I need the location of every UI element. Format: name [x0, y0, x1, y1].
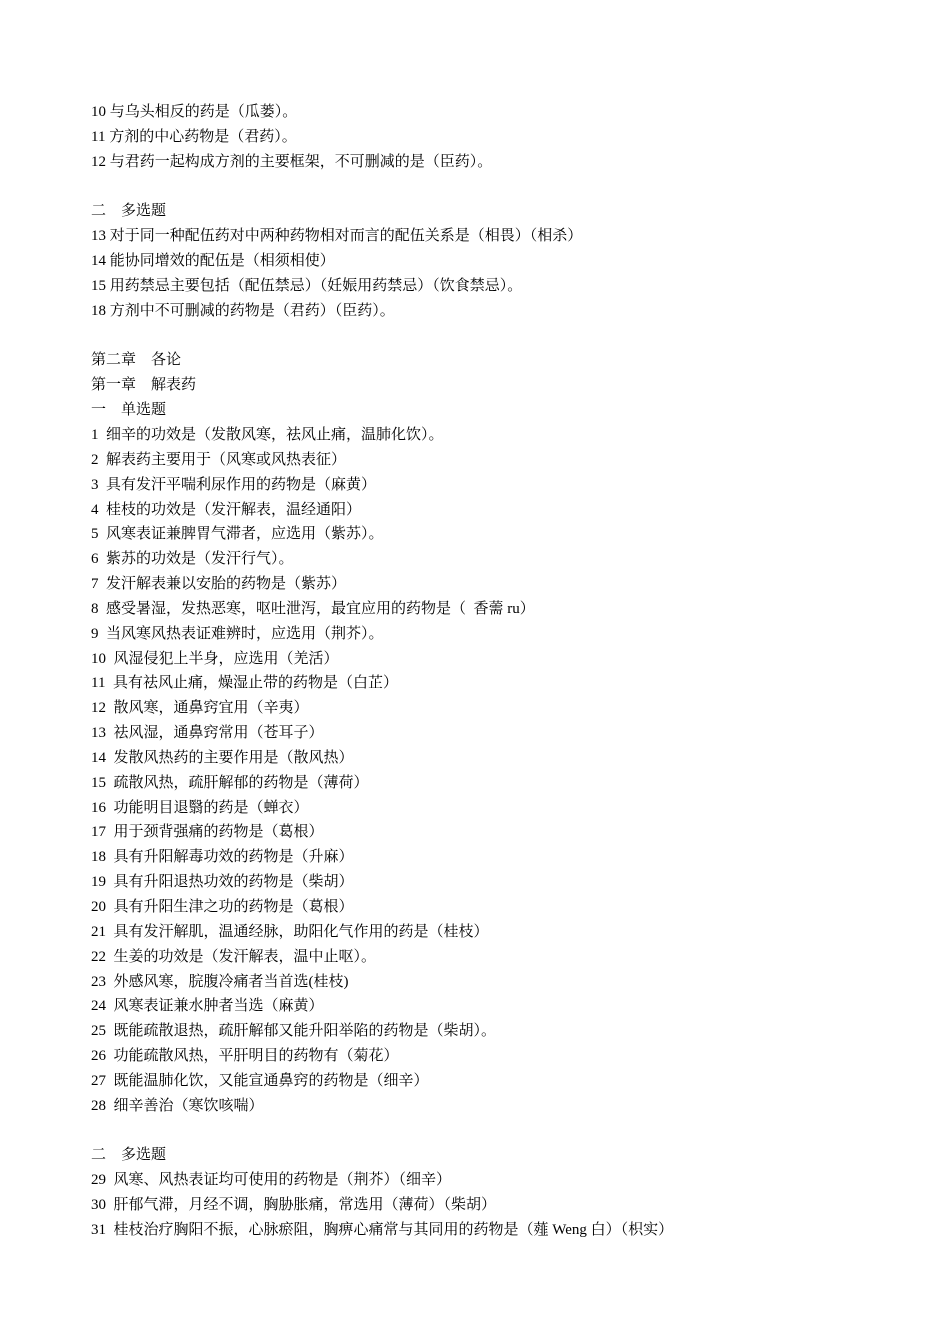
text-line: 16 功能明目退翳的药是（蝉衣） — [91, 799, 309, 816]
text-line: 21 具有发汗解肌，温通经脉，助阳化气作用的药是（桂枝） — [91, 923, 489, 940]
blank-line — [91, 175, 911, 200]
text-line: 17 用于颈背强痛的药物是（葛根） — [91, 824, 324, 841]
chapter-subheading: 第一章 解表药 — [91, 377, 197, 394]
text-line: 6 紫苏的功效是（发汗行气）。 — [91, 551, 294, 568]
text-line: 22 生姜的功效是（发汗解表，温中止呕）。 — [91, 948, 377, 965]
text-line: 10 与乌头相反的药是（瓜蒌）。 — [91, 104, 298, 120]
text-line: 12 散风寒，通鼻窍宜用（辛夷） — [91, 700, 309, 717]
text-line: 23 外感风寒，脘腹冷痛者当首选(桂枝) — [91, 973, 349, 990]
text-line: 29 风寒、风热表证均可使用的药物是（荆芥）（细辛） — [91, 1172, 452, 1189]
text-line: 10 风湿侵犯上半身，应选用（羌活） — [91, 650, 339, 667]
text-line: 12 与君药一起构成方剂的主要框架，不可删减的是（臣药）。 — [91, 153, 493, 170]
text-line: 24 风寒表证兼水肿者当选（麻黄） — [91, 998, 324, 1015]
section-heading: 一 单选题 — [91, 402, 167, 419]
text-line: 18 方剂中不可删减的药物是（君药）（臣药）。 — [91, 302, 395, 319]
text-line: 27 既能温肺化饮，又能宣通鼻窍的药物是（细辛） — [91, 1072, 429, 1089]
text-line: 28 细辛善治（寒饮咳喘） — [91, 1097, 264, 1114]
text-line: 1 细辛的功效是（发散风寒，祛风止痛，温肺化饮）。 — [91, 426, 444, 443]
text-line: 19 具有升阳退热功效的药物是（柴胡） — [91, 874, 354, 891]
text-line: 18 具有升阳解毒功效的药物是（升麻） — [91, 849, 354, 866]
blank-line — [91, 1119, 911, 1144]
document-page — [91, 100, 911, 1243]
text-line: 4 桂枝的功效是（发汗解表，温经通阳） — [91, 501, 362, 518]
section-heading: 二 多选题 — [91, 203, 167, 220]
text-line: 25 既能疏散退热，疏肝解郁又能升阳举陷的药物是（柴胡）。 — [91, 1023, 497, 1040]
text-line: 2 解表药主要用于（风寒或风热表征） — [91, 451, 347, 468]
text-line: 11 具有祛风止痛，燥湿止带的药物是（白芷） — [91, 675, 398, 692]
section-heading: 二 多选题 — [91, 1147, 167, 1164]
text-line: 11 方剂的中心药物是（君药）。 — [91, 128, 297, 145]
text-line: 14 发散风热药的主要作用是（散风热） — [91, 749, 354, 766]
text-line: 13 祛风湿，通鼻窍常用（苍耳子） — [91, 725, 324, 742]
text-line: 26 功能疏散风热，平肝明目的药物有（菊花） — [91, 1048, 399, 1065]
text-line: 31 桂枝治疗胸阳不振，心脉瘀阻，胸痹心痛常与其同用的药物是（薤 Weng 白）（枳实） — [91, 1221, 674, 1238]
text-line: 15 用药禁忌主要包括（配伍禁忌）（妊娠用药禁忌）（饮食禁忌）。 — [91, 277, 523, 294]
text-line: 7 发汗解表兼以安胎的药物是（紫苏） — [91, 576, 347, 593]
text-line: 5 风寒表证兼脾胃气滞者，应选用（紫苏）。 — [91, 526, 384, 543]
text-line: 8 感受暑湿，发热恶寒，呕吐泄泻，最宜应用的药物是（ 香薷 ru） — [91, 600, 535, 617]
text-line: 14 能协同增效的配伍是（相须相使） — [91, 253, 335, 270]
text-line: 20 具有升阳生津之功的药物是（葛根） — [91, 899, 354, 915]
text-line: 3 具有发汗平喘利尿作用的药物是（麻黄） — [91, 476, 377, 493]
text-line: 13 对于同一种配伍药对中两种药物相对而言的配伍关系是（相畏）（相杀） — [91, 228, 583, 245]
text-line: 9 当风寒风热表证难辨时，应选用（荆芥）。 — [91, 625, 384, 642]
text-line: 30 肝郁气滞，月经不调，胸胁胀痛，常选用（薄荷）（柴胡） — [91, 1197, 497, 1214]
text-line: 15 疏散风热，疏肝解郁的药物是（薄荷） — [91, 774, 369, 791]
blank-line — [91, 324, 911, 349]
chapter-heading: 第二章 各论 — [91, 352, 182, 369]
